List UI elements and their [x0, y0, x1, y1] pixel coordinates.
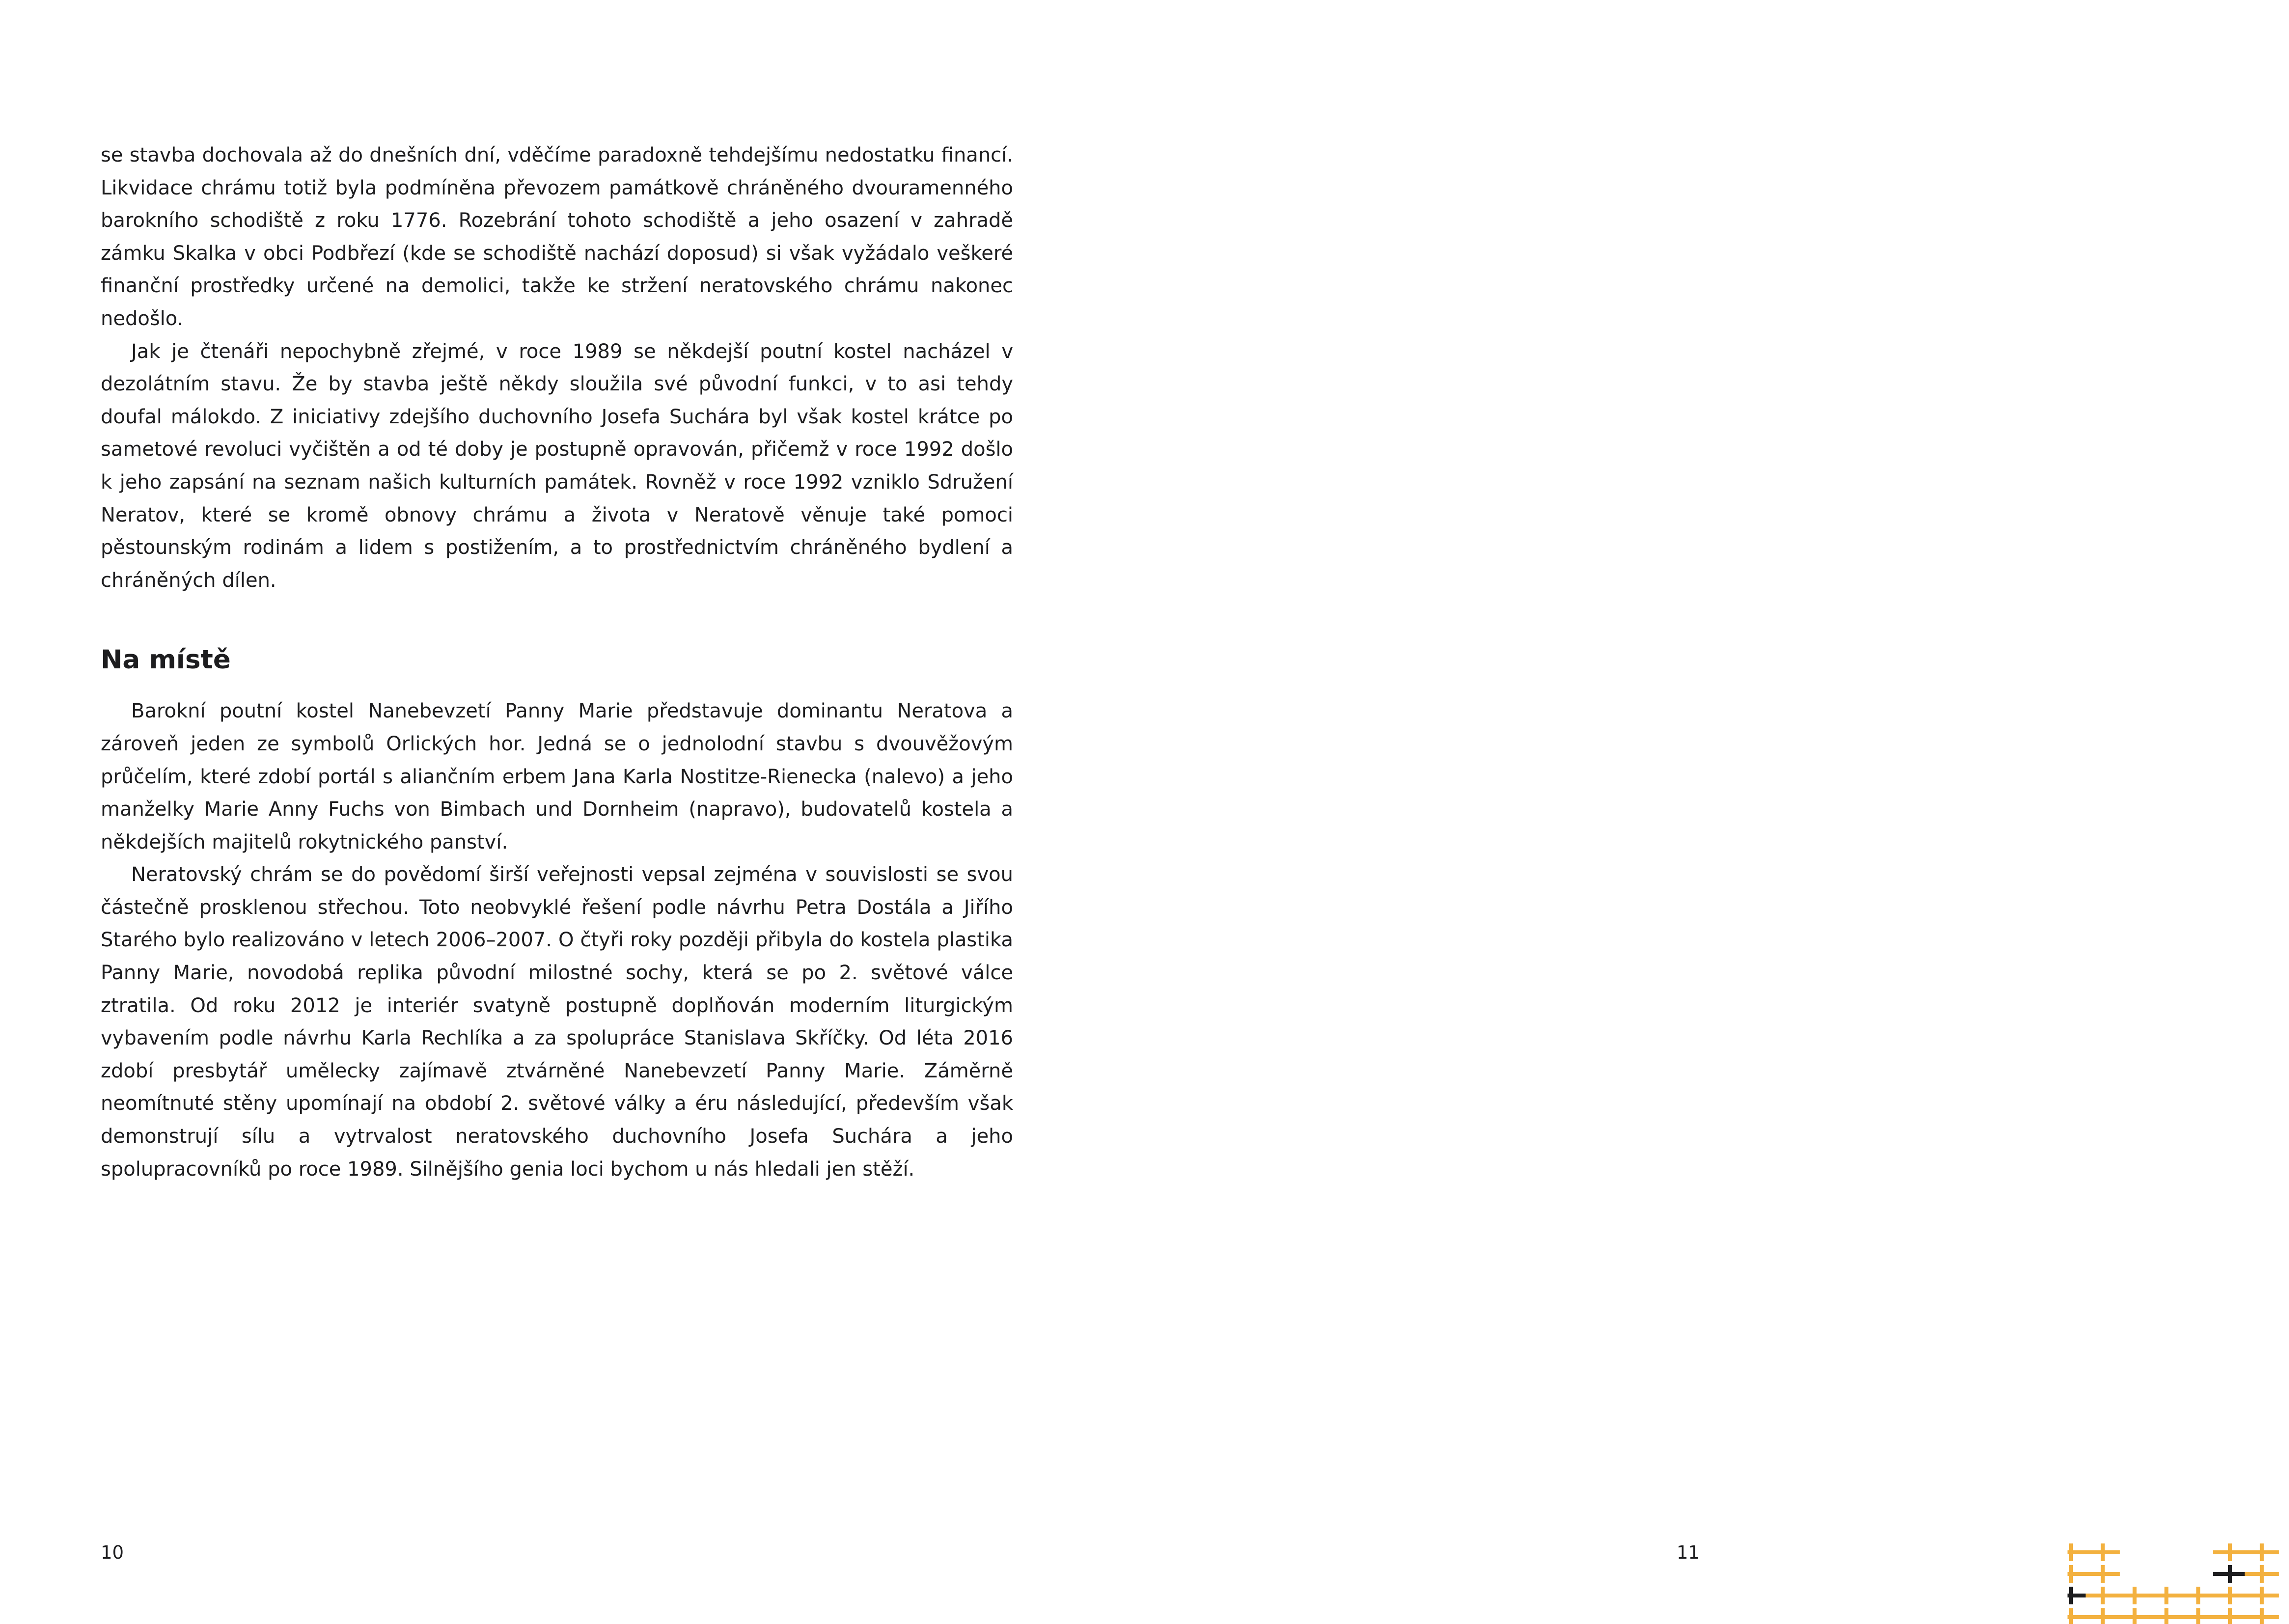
paragraph-history: Jak je čtenáři nepochybně zřejmé, v roce 1989 se někdejší poutní kostel nacházel v dezolátním stavu. Že by stavba ještě někdy sloužila své původní funkci, v to asi tehdy doufal málokdo. Z iniciativy zdejšího duchovního Josefa Suchára byl však kostel krátce po sametové revoluci vyčištěn a od té doby je postupně opravován, přičemž v roce 1992 došlo k jeho zapsání na seznam našich kulturních památek. Rovněž v roce 1992 vzniklo Sdružení Neratov, které se kromě obnovy chrámu a života v Neratově věnuje také pomoci pěstounským rodinám a lidem s postižením, a to prostřednictvím chráněného bydlení a chráněných dílen. — [101, 340, 1013, 592]
cross-mark — [2181, 1608, 2215, 1624]
cross-mark — [2149, 1587, 2183, 1604]
cross-mark — [2086, 1543, 2120, 1561]
page-number-right: 11 — [1677, 1542, 1700, 1563]
cross-mark — [2213, 1587, 2247, 1604]
right-page — [1145, 0, 2289, 1624]
cross-mark — [2213, 1543, 2247, 1561]
paragraph-continuation: se stavba dochovala až do dnešních dní, vděčíme paradoxně tehdejšímu nedostatku financí. Likvidace chrámu totiž byla podmíněna převozem památkově chráněného dvouramenného barokního schodiště z roku 1776. Rozebrání tohoto schodiště a jeho osazení v zahradě zámku Skalka v obci Podbřezí (kde se schodiště nachází doposud) si však vyžádalo veškeré finanční prostředky určené na demolici, takže ke stržení neratovského chrámu nakonec nedošlo. — [101, 144, 1013, 330]
cross-mark — [2068, 1608, 2088, 1624]
cross-mark — [2086, 1587, 2120, 1604]
cross-mark — [2086, 1565, 2120, 1583]
text-column — [101, 139, 1013, 1185]
left-page — [0, 0, 1144, 1624]
paragraph-roof: Neratovský chrám se do povědomí širší veřejnosti vepsal zejména v souvislosti se svou částečně prosklenou střechou. Toto neobvyklé řešení podle návrhu Petra Dostála a Jiřího Starého bylo realizováno v letech 2006–2007. O čtyři roky později přibyla do kostela plastika Panny Marie, novodobá replika původní milostné sochy, která se po 2. světové válce ztratila. Od roku 2012 je interiér svatyně postupně doplňován moderním liturgickým vybavením podle návrhu Karla Rechlíka a za spolupráce Stanislava Skříčky. Od léta 2016 zdobí presbytář umělecky zajímavě ztvárněné Nanebevzetí Panny Marie. Záměrně neomítnuté stěny upomínají na období 2. světové války a éru následující, především však demonstrují sílu a vytrvalost neratovského duchovního Josefa Suchára a jeho spolupracovníků po roce 1989. Silnějšího genia loci bychom u nás hledali jen stěží. — [101, 863, 1013, 1181]
paragraph-description: Barokní poutní kostel Nanebevzetí Panny Marie představuje dominantu Neratova a zároveň jeden ze symbolů Orlických hor. Jedná se o jednolodní stavbu s dvouvěžovým průčelím, které zdobí portál s aliančním erbem Jana Karla Nostitze-Rienecka (nalevo) a jeho manželky Marie Anny Fuchs von Bimbach und Dornheim (napravo), budovatelů kostela a někdejších majitelů rokytnického panství. — [101, 700, 1013, 853]
cross-mark — [2213, 1608, 2247, 1624]
cross-mark — [2213, 1565, 2247, 1583]
cross-mark — [2245, 1565, 2279, 1583]
cross-mark — [2068, 1543, 2088, 1561]
cross-mark — [2118, 1587, 2152, 1604]
cross-pattern-icon — [2068, 1540, 2289, 1624]
section-heading: Na místě — [101, 645, 231, 675]
cross-mark — [2149, 1608, 2183, 1624]
cross-mark — [2068, 1565, 2088, 1583]
page-number-left: 10 — [101, 1542, 124, 1563]
cross-mark — [2068, 1587, 2088, 1604]
cross-mark — [2245, 1543, 2279, 1561]
cross-mark — [2086, 1608, 2120, 1624]
cross-mark — [2181, 1587, 2215, 1604]
cross-mark — [2245, 1608, 2279, 1624]
cross-mark — [2118, 1608, 2152, 1624]
cross-mark — [2245, 1587, 2279, 1604]
